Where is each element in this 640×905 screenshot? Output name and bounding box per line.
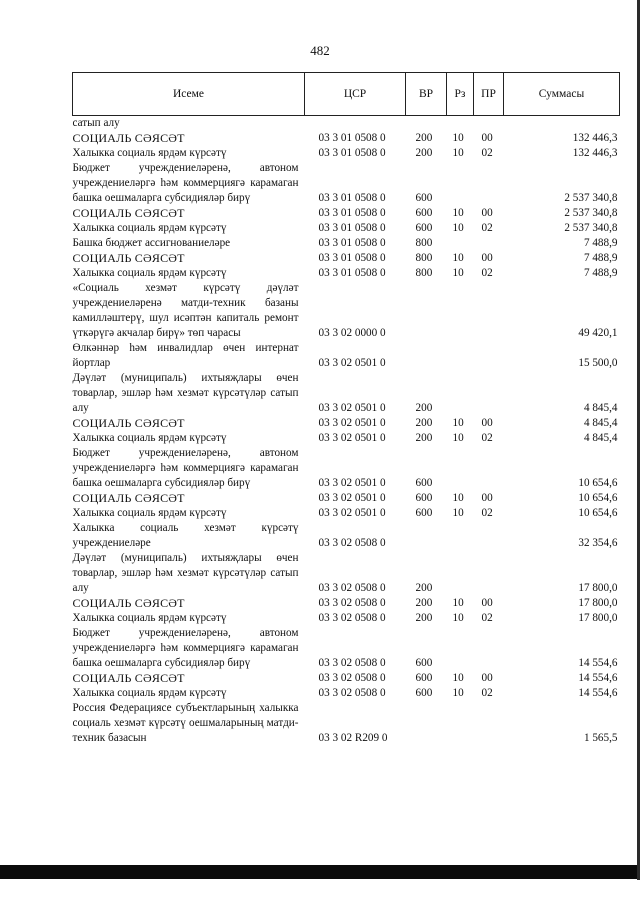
cell-pr (474, 521, 504, 551)
cell-vr (406, 116, 447, 132)
cell-pr (474, 116, 504, 132)
cell-rz (447, 446, 474, 491)
cell-rz: 10 (452, 222, 464, 234)
cell-name: СОЦИАЛЬ СӘЯСӘТ (72, 206, 185, 220)
cell-pr (474, 701, 504, 746)
cell-pr (474, 551, 504, 596)
cell-sum: 2 537 340,8 (564, 222, 618, 234)
cell-name: СОЦИАЛЬ СӘЯСӘТ (72, 671, 185, 685)
cell-pr: 00 (481, 417, 493, 429)
cell-vr: 200 (415, 147, 433, 159)
cell-pr (474, 341, 504, 371)
cell-vr (406, 341, 447, 371)
cell-sum: 10 654,6 (578, 477, 618, 489)
cell-vr: 600 (415, 207, 433, 219)
cell-sum: 32 354,6 (578, 537, 618, 549)
cell-name: СОЦИАЛЬ СӘЯСӘТ (72, 131, 185, 145)
cell-sum: 15 500,0 (578, 357, 618, 369)
cell-sum: 14 554,6 (578, 687, 618, 699)
cell-csr: 03 3 02 0508 0 (318, 582, 386, 594)
table-row (73, 506, 620, 521)
table-row (73, 206, 620, 221)
cell-pr: 00 (481, 597, 493, 609)
cell-pr: 02 (481, 432, 493, 444)
cell-csr: 03 3 02 0501 0 (318, 417, 386, 429)
cell-vr: 600 (415, 507, 433, 519)
cell-name: СОЦИАЛЬ СӘЯСӘТ (72, 491, 185, 505)
cell-sum: 17 800,0 (578, 612, 618, 624)
cell-name: сатып алу (72, 117, 120, 129)
cell-name: Халыкка социаль ярдәм күрсәтү (72, 267, 227, 279)
table-row (73, 266, 620, 281)
cell-pr: 02 (481, 507, 493, 519)
cell-csr: 03 3 02 0508 0 (318, 687, 386, 699)
table-row (73, 521, 620, 551)
cell-csr: 03 3 02 0501 0 (318, 402, 386, 414)
table-row (73, 686, 620, 701)
cell-name: Бюджет учреждениеләренә, автоном учреждениеләргә һәм коммерциягә карамаган башка оешмаларга субсидияләр бирү (72, 627, 299, 669)
cell-vr: 800 (415, 237, 433, 249)
cell-name: Дәүләт (муниципаль) ихтыяҗлары өчен товарлар, эшләр һәм хезмәт күрсәтүләр сатып алу (72, 372, 299, 414)
cell-csr: 03 3 02 0501 0 (318, 357, 386, 369)
cell-name: Башка бюджет ассигнованиеләре (72, 237, 231, 249)
cell-csr: 03 3 02 0501 0 (318, 432, 386, 444)
cell-sum: 10 654,6 (578, 507, 618, 519)
cell-vr: 200 (415, 597, 433, 609)
cell-csr: 03 3 01 0508 0 (318, 192, 386, 204)
cell-vr: 600 (415, 222, 433, 234)
cell-rz (447, 521, 474, 551)
cell-vr: 600 (415, 657, 433, 669)
bottom-scan-edge (0, 865, 640, 879)
table-row (73, 131, 620, 146)
header-pr: ПР (474, 73, 504, 116)
cell-pr: 00 (481, 207, 493, 219)
cell-sum: 17 800,0 (578, 582, 618, 594)
cell-vr (406, 281, 447, 341)
table-row (73, 611, 620, 626)
cell-vr: 800 (415, 252, 433, 264)
cell-sum: 2 537 340,8 (564, 192, 618, 204)
cell-name: Халыкка социаль ярдәм күрсәтү (72, 147, 227, 159)
table-row (73, 416, 620, 431)
cell-name: СОЦИАЛЬ СӘЯСӘТ (72, 416, 185, 430)
table-row (73, 236, 620, 251)
table-row (73, 551, 620, 596)
cell-pr: 00 (481, 672, 493, 684)
cell-csr: 03 3 01 0508 0 (318, 147, 386, 159)
cell-sum: 4 845,4 (583, 417, 618, 429)
cell-csr: 03 3 02 0508 0 (318, 657, 386, 669)
budget-table (72, 72, 620, 746)
table-row (73, 116, 620, 132)
cell-pr (474, 161, 504, 206)
table-row (73, 626, 620, 671)
cell-rz (447, 161, 474, 206)
cell-name: Россия Федерациясе субъектларының халыкка социаль хезмәт күрсәтү оешмаларының матди-техник базасын (72, 702, 299, 744)
cell-csr (305, 116, 406, 132)
cell-pr (474, 626, 504, 671)
cell-name: СОЦИАЛЬ СӘЯСӘТ (72, 596, 185, 610)
cell-name: Өлкәннәр һәм инвалидлар өчен интернат йортлар (72, 342, 299, 369)
cell-sum: 2 537 340,8 (564, 207, 618, 219)
cell-vr: 600 (415, 687, 433, 699)
header-name: Исеме (73, 73, 305, 116)
table-row (73, 341, 620, 371)
cell-name: Халыкка социаль ярдәм күрсәтү (72, 432, 227, 444)
cell-vr: 200 (415, 612, 433, 624)
cell-name: Халыкка социаль ярдәм күрсәтү (72, 507, 227, 519)
cell-vr: 600 (415, 477, 433, 489)
table-row (73, 251, 620, 266)
cell-rz (447, 701, 474, 746)
cell-sum: 4 845,4 (583, 432, 618, 444)
cell-csr: 03 3 02 0501 0 (318, 507, 386, 519)
cell-csr: 03 3 01 0508 0 (318, 207, 386, 219)
cell-pr (474, 281, 504, 341)
header-sum: Суммасы (504, 73, 620, 116)
cell-vr: 600 (415, 492, 433, 504)
cell-csr: 03 3 02 0501 0 (318, 477, 386, 489)
cell-vr: 800 (415, 267, 433, 279)
cell-vr: 200 (415, 582, 433, 594)
cell-vr (406, 701, 447, 746)
cell-csr: 03 3 01 0508 0 (318, 267, 386, 279)
page-number: 482 (310, 43, 330, 58)
cell-pr: 02 (481, 267, 493, 279)
cell-vr: 200 (415, 417, 433, 429)
cell-sum: 4 845,4 (583, 402, 618, 414)
cell-name: Халыкка социаль хезмәт күрсәтү учреждениеләре (72, 522, 299, 549)
cell-rz: 10 (452, 207, 464, 219)
cell-sum: 7 488,9 (583, 252, 618, 264)
cell-csr: 03 3 02 0508 0 (318, 537, 386, 549)
cell-sum: 49 420,1 (578, 327, 618, 339)
cell-vr: 600 (415, 672, 433, 684)
cell-vr: 200 (415, 132, 433, 144)
table-row (73, 596, 620, 611)
cell-rz (447, 371, 474, 416)
cell-rz (447, 626, 474, 671)
table-body (73, 116, 620, 747)
cell-sum: 14 554,6 (578, 672, 618, 684)
cell-name: Бюджет учреждениеләренә, автоном учреждениеләргә һәм коммерциягә карамаган башка оешмаларга субсидияләр бирү (72, 162, 299, 204)
cell-sum: 132 446,3 (572, 147, 618, 159)
cell-rz: 10 (452, 687, 464, 699)
header-csr: ЦСР (305, 73, 406, 116)
cell-rz (447, 341, 474, 371)
cell-rz (447, 281, 474, 341)
cell-sum: 7 488,9 (583, 267, 618, 279)
cell-csr: 03 3 01 0508 0 (318, 252, 386, 264)
cell-csr: 03 3 02 0501 0 (318, 492, 386, 504)
cell-pr: 00 (481, 492, 493, 504)
cell-pr: 02 (481, 147, 493, 159)
table-row (73, 161, 620, 206)
table-row (73, 671, 620, 686)
cell-sum: 132 446,3 (572, 132, 618, 144)
cell-name: Халыкка социаль ярдәм күрсәтү (72, 612, 227, 624)
cell-vr: 200 (415, 402, 433, 414)
cell-sum: 7 488,9 (583, 237, 618, 249)
cell-sum: 10 654,6 (578, 492, 618, 504)
cell-sum: 14 554,6 (578, 657, 618, 669)
cell-rz: 10 (452, 597, 464, 609)
cell-pr: 02 (481, 687, 493, 699)
cell-csr: 03 3 02 0000 0 (318, 327, 386, 339)
cell-rz: 10 (452, 432, 464, 444)
cell-pr (474, 371, 504, 416)
cell-csr: 03 3 01 0508 0 (318, 132, 386, 144)
cell-rz: 10 (452, 492, 464, 504)
cell-csr: 03 3 02 0508 0 (318, 672, 386, 684)
cell-name: Дәүләт (муниципаль) ихтыяҗлары өчен товарлар, эшләр һәм хезмәт күрсәтүләр сатып алу (72, 552, 299, 594)
cell-name: Халыкка социаль ярдәм күрсәтү (72, 687, 227, 699)
cell-rz: 10 (452, 147, 464, 159)
cell-rz: 10 (452, 267, 464, 279)
cell-pr (474, 446, 504, 491)
table-row (73, 431, 620, 446)
cell-vr: 600 (415, 192, 433, 204)
cell-csr: 03 3 02 0508 0 (318, 612, 386, 624)
table-row (73, 701, 620, 746)
table-row (73, 446, 620, 491)
cell-pr: 02 (481, 222, 493, 234)
cell-csr: 03 3 02 0508 0 (318, 597, 386, 609)
cell-csr: 03 3 01 0508 0 (318, 237, 386, 249)
cell-pr: 00 (481, 252, 493, 264)
table-row (73, 491, 620, 506)
cell-rz (447, 236, 474, 251)
header-vr: ВР (406, 73, 447, 116)
cell-sum: 17 800,0 (578, 597, 618, 609)
cell-rz (447, 116, 474, 132)
cell-vr (406, 521, 447, 551)
cell-vr: 200 (415, 432, 433, 444)
cell-rz: 10 (452, 612, 464, 624)
cell-rz (447, 551, 474, 596)
header-rz: Рз (447, 73, 474, 116)
cell-name: Халыкка социаль ярдәм күрсәтү (72, 222, 227, 234)
cell-rz: 10 (452, 252, 464, 264)
table-row (73, 281, 620, 341)
cell-sum: 1 565,5 (583, 732, 618, 744)
cell-pr (474, 236, 504, 251)
cell-rz: 10 (452, 507, 464, 519)
table-row (73, 371, 620, 416)
cell-csr: 03 3 01 0508 0 (318, 222, 386, 234)
cell-rz: 10 (452, 132, 464, 144)
table-row (73, 221, 620, 236)
cell-rz: 10 (452, 417, 464, 429)
table-row (73, 146, 620, 161)
cell-pr: 00 (481, 132, 493, 144)
cell-sum (504, 116, 620, 132)
cell-name: «Социаль хезмәт күрсәтү дәүләт учреждениеләренә матди-техник базаны камилләштерү, шул исәптән капиталь ремонт үткәрүгә акчалар бирү» төп чарасы (72, 282, 299, 339)
cell-pr: 02 (481, 612, 493, 624)
table-header-row (73, 73, 620, 116)
cell-rz: 10 (452, 672, 464, 684)
cell-name: Бюджет учреждениеләренә, автоном учреждениеләргә һәм коммерциягә карамаган башка оешмаларга субсидияләр бирү (72, 447, 299, 489)
cell-csr: 03 3 02 R209 0 (318, 732, 388, 744)
cell-name: СОЦИАЛЬ СӘЯСӘТ (72, 251, 185, 265)
